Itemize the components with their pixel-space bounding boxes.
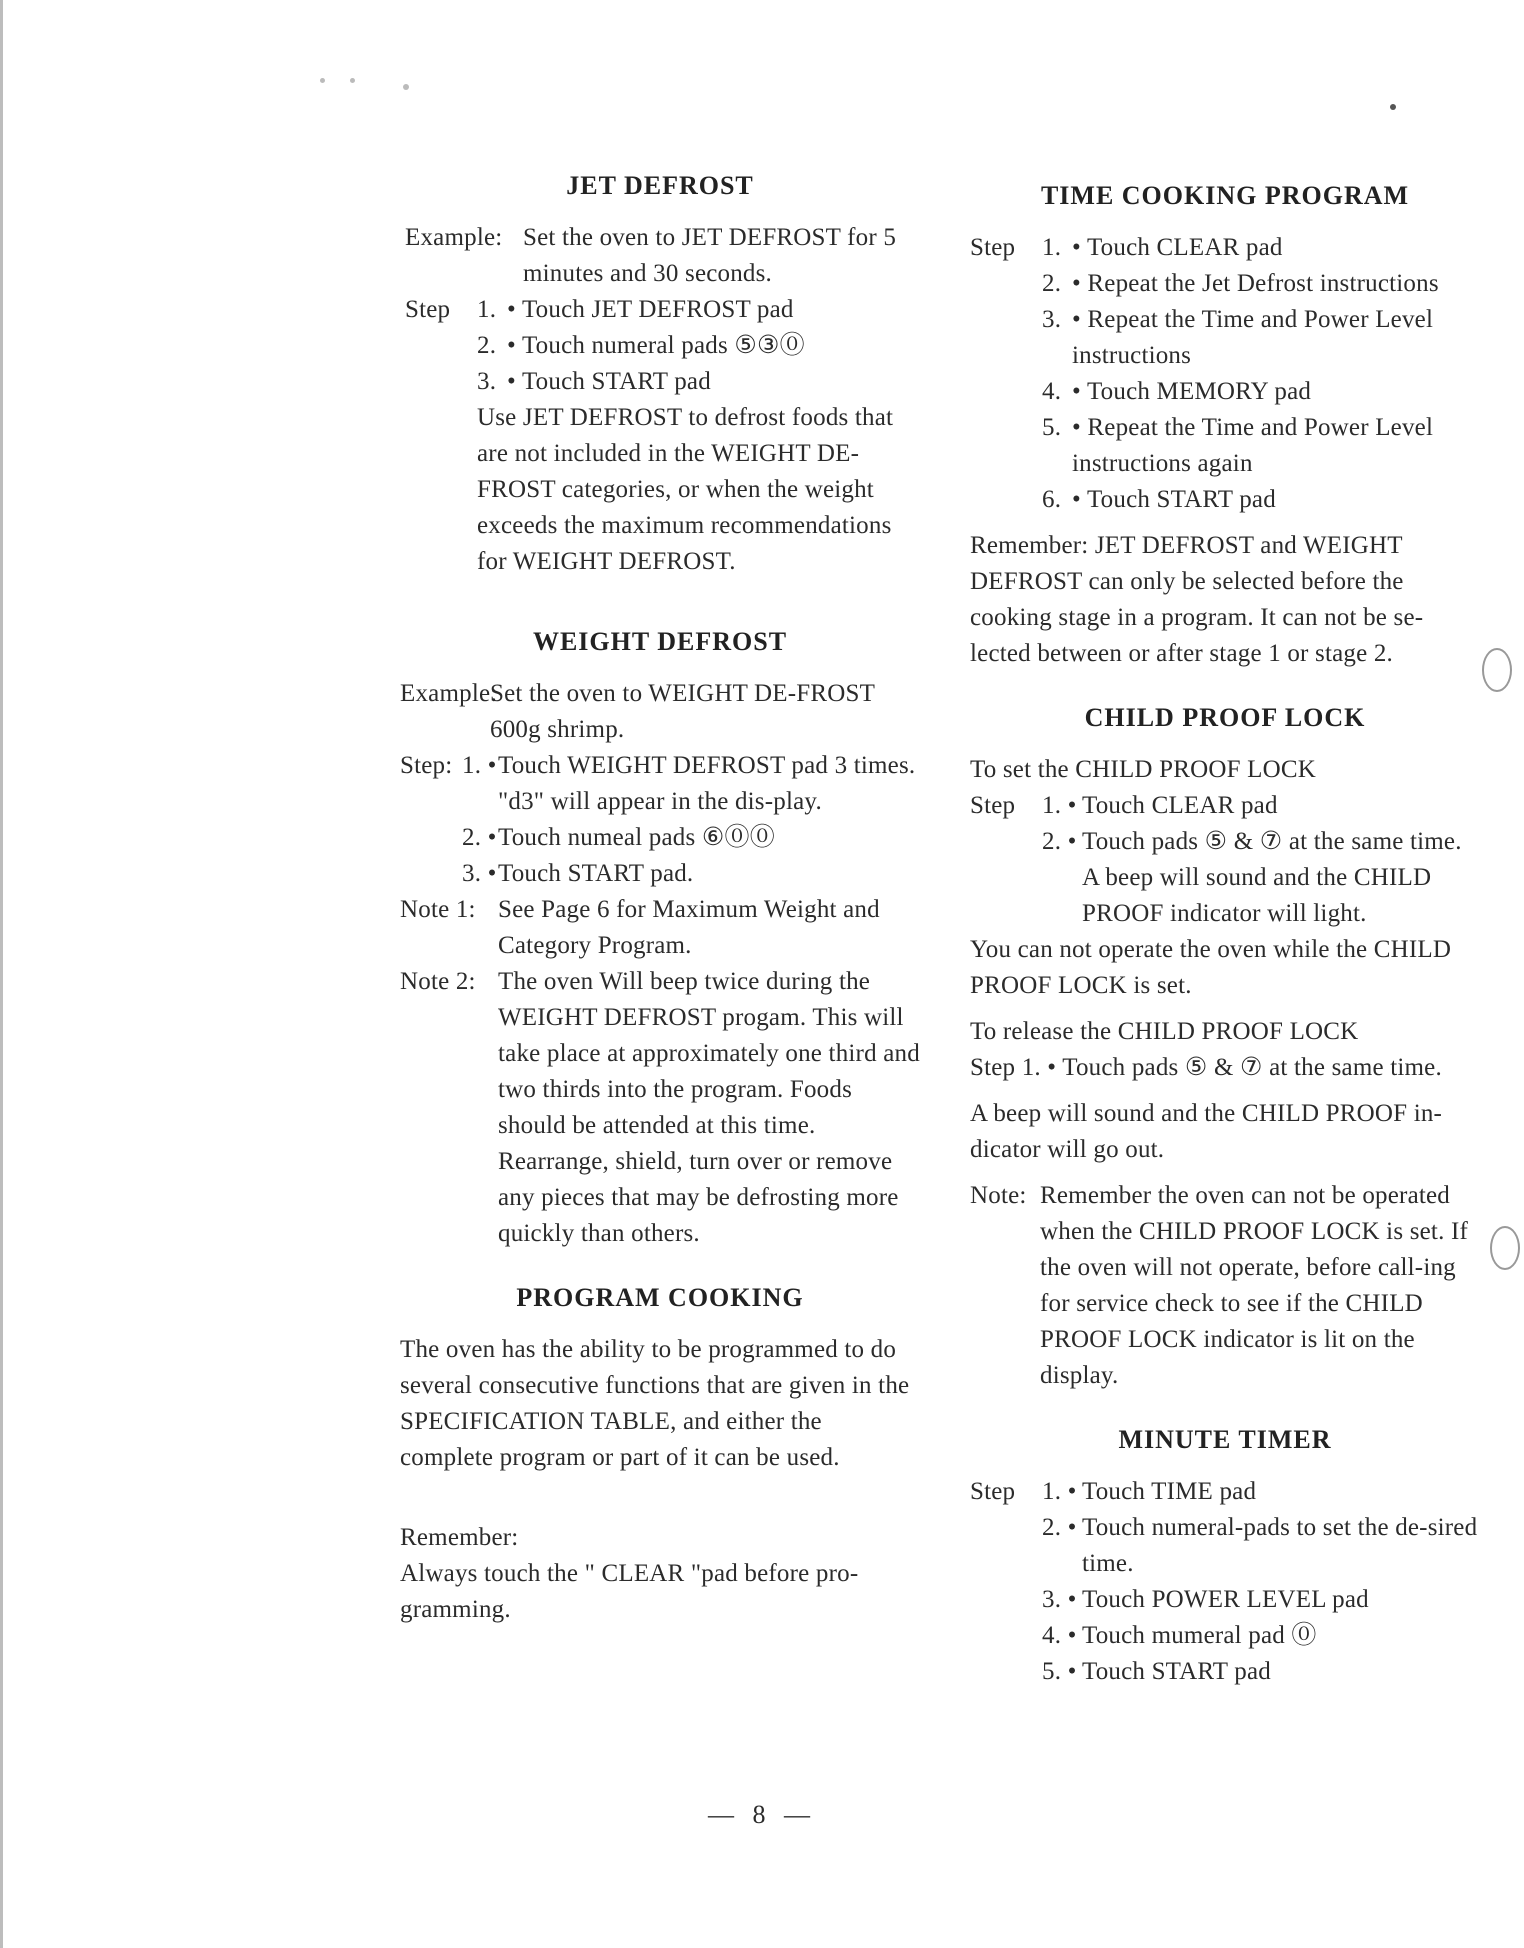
example-text: Set the oven to WEIGHT DE-FROST 600g shrimp. (490, 680, 875, 743)
remember-text: Always touch the " CLEAR "pad before pro-gramming. (400, 1560, 859, 1623)
step-label: Step: (400, 752, 453, 779)
section-heading: JET DEFROST (566, 171, 754, 200)
body-text: Use JET DEFROST to defrost foods that are not included in the WEIGHT DE-FROST categories, or when the weight exceeds the maximum recommendations for WEIGHT DEFROST. (477, 404, 894, 575)
example-row (400, 676, 920, 748)
note-label: Note 2: (400, 968, 476, 995)
step-text: • Touch numeral pads ⑤③⓪ (507, 332, 805, 359)
step-item (1042, 374, 1480, 410)
cannot-operate-text: You can not operate the oven while the CHILD PROOF LOCK is set. (970, 936, 1452, 999)
step-item (1042, 266, 1480, 302)
example-text: Set the oven to JET DEFROST for 5 minutes and 30 seconds. (523, 224, 897, 287)
step-label: Step (405, 296, 451, 323)
note-label: Note 1: (400, 896, 476, 923)
step-text: Touch TIME pad (1082, 1478, 1257, 1505)
left-column (400, 168, 920, 1628)
example-label: Example: (400, 680, 498, 707)
set-title: To set the CHILD PROOF LOCK (970, 756, 1317, 783)
step-text: • Touch START pad (507, 368, 711, 395)
step-number: 2. (1042, 270, 1062, 297)
release-step: Step 1. • Touch pads ⑤ & ⑦ at the same time. (970, 1054, 1442, 1081)
step-item (1042, 410, 1480, 482)
section-heading: PROGRAM COOKING (516, 1283, 804, 1312)
page-number: — 8 — (708, 1800, 816, 1829)
scan-speck (320, 78, 325, 83)
scan-edge (0, 0, 3, 1948)
section-heading: TIME COOKING PROGRAM (1040, 181, 1410, 210)
step-text: Touch pads ⑤ & ⑦ at the same time. A beep will sound and the CHILD PROOF indicator will light. (1082, 828, 1462, 927)
steps-row (970, 230, 1480, 518)
note-item (400, 964, 920, 1252)
note-text: Remember the oven can not be operated when the CHILD PROOF LOCK is set. If the oven will not operate, before call-ing for service check to see if the CHILD PROOF LOCK indicator is lit on the display. (1040, 1182, 1469, 1389)
step-number: 1. • (462, 752, 497, 779)
weight-defrost-section (400, 624, 920, 1252)
step-number: 3. (1042, 306, 1062, 333)
note-item (400, 892, 920, 964)
step-number: 2. • (1042, 1514, 1077, 1541)
step-number: 1. • (1042, 1478, 1077, 1505)
step-item (1042, 302, 1480, 374)
steps-row (970, 1474, 1480, 1690)
step-item (462, 748, 920, 820)
jet-defrost-section (400, 168, 920, 580)
step-item (1042, 230, 1480, 266)
step-text: • Repeat the Time and Power Level instructions (1072, 306, 1434, 369)
step-text: • Touch MEMORY pad (1072, 378, 1312, 405)
step-number: 4. • (1042, 1622, 1077, 1649)
step-text: Touch WEIGHT DEFROST pad 3 times. "d3" will appear in the dis-play. (498, 752, 916, 815)
step-item (462, 856, 920, 892)
step-item (477, 292, 920, 328)
release-title: To release the CHILD PROOF LOCK (970, 1018, 1359, 1045)
remember-text: Remember: JET DEFROST and WEIGHT DEFROST can only be selected before the cooking stage in a program. It can not be se-lected between or after stage 1 or stage 2. (970, 532, 1424, 667)
step-text: • Repeat the Jet Defrost instructions (1072, 270, 1439, 297)
program-cooking-section (400, 1280, 920, 1628)
step-item (1042, 788, 1480, 824)
child-proof-section (970, 700, 1480, 1394)
binder-hole-mark (1490, 1226, 1520, 1270)
step-text: Touch numeral-pads to set the de-sired time. (1082, 1514, 1478, 1577)
step-item (1042, 482, 1480, 518)
step-item (477, 364, 920, 400)
scan-speck (403, 84, 409, 90)
step-text: Touch numeal pads ⑥⓪⓪ (498, 824, 775, 851)
scan-speck (1390, 104, 1396, 110)
step-item (1042, 1582, 1480, 1618)
step-number: 1. • (1042, 792, 1077, 819)
step-item (1042, 1618, 1480, 1654)
step-label: Step (970, 792, 1016, 819)
note-label: Note: (970, 1182, 1027, 1209)
step-number: 5. (1042, 414, 1062, 441)
step-number: 3. (477, 368, 497, 395)
beep-text: A beep will sound and the CHILD PROOF in-dicator will go out. (970, 1100, 1443, 1163)
step-item (1042, 1510, 1480, 1582)
step-label: Step (970, 234, 1016, 261)
example-label: Example: (405, 224, 503, 251)
step-item (1042, 1474, 1480, 1510)
section-heading: MINUTE TIMER (1118, 1425, 1332, 1454)
step-number: 3. • (462, 860, 497, 887)
steps-row (405, 292, 920, 400)
body-text: The oven has the ability to be programmed to do several consecutive functions that are given in the SPECIFICATION TABLE, and either the complete program or part of it can be used. (400, 1336, 910, 1471)
step-number: 6. (1042, 486, 1062, 513)
example-row (405, 220, 920, 292)
step-label: Step (970, 1478, 1016, 1505)
step-item (1042, 824, 1480, 932)
step-item (477, 328, 920, 364)
step-text: Touch CLEAR pad (1082, 792, 1278, 819)
step-number: 2. • (1042, 828, 1077, 855)
scan-speck (350, 78, 355, 83)
step-number: 1. (477, 296, 497, 323)
step-item (462, 820, 920, 856)
step-item (1042, 1654, 1480, 1690)
step-number: 2. • (462, 824, 497, 851)
step-text: Touch mumeral pad ⓪ (1082, 1622, 1317, 1649)
remember-label: Remember: (400, 1524, 519, 1551)
step-list (1042, 788, 1480, 932)
step-list (462, 748, 920, 892)
step-text: • Touch START pad (1072, 486, 1276, 513)
step-number: 4. (1042, 378, 1062, 405)
time-cooking-section (970, 178, 1480, 672)
section-heading: WEIGHT DEFROST (532, 627, 788, 656)
step-list (1042, 1474, 1480, 1690)
section-heading: CHILD PROOF LOCK (1084, 703, 1366, 732)
step-number: 2. (477, 332, 497, 359)
note-list (400, 892, 920, 1252)
note-text: The oven Will beep twice during the WEIGHT DEFROST progam. This will take place at approximately one third and two thirds into the program. Foods should be attended at this time. Rearrange, shield, turn over or remove any pieces that may be defrosting more quickly than others. (498, 968, 920, 1247)
step-number: 3. • (1042, 1586, 1077, 1613)
step-text: • Touch CLEAR pad (1072, 234, 1283, 261)
step-text: • Repeat the Time and Power Level instructions again (1072, 414, 1434, 477)
step-text: Touch POWER LEVEL pad (1082, 1586, 1369, 1613)
step-list (477, 292, 920, 400)
steps-row (400, 748, 920, 892)
step-number: 1. (1042, 234, 1062, 261)
step-text: Touch START pad (1082, 1658, 1271, 1685)
step-text: • Touch JET DEFROST pad (507, 296, 794, 323)
binder-hole-mark (1482, 648, 1512, 692)
right-column (970, 178, 1480, 1690)
step-list (1042, 230, 1480, 518)
steps-row (970, 788, 1480, 932)
note-row (970, 1178, 1480, 1394)
step-number: 5. • (1042, 1658, 1077, 1685)
minute-timer-section (970, 1422, 1480, 1690)
step-text: Touch START pad. (498, 860, 694, 887)
note-text: See Page 6 for Maximum Weight and Category Program. (498, 896, 880, 959)
